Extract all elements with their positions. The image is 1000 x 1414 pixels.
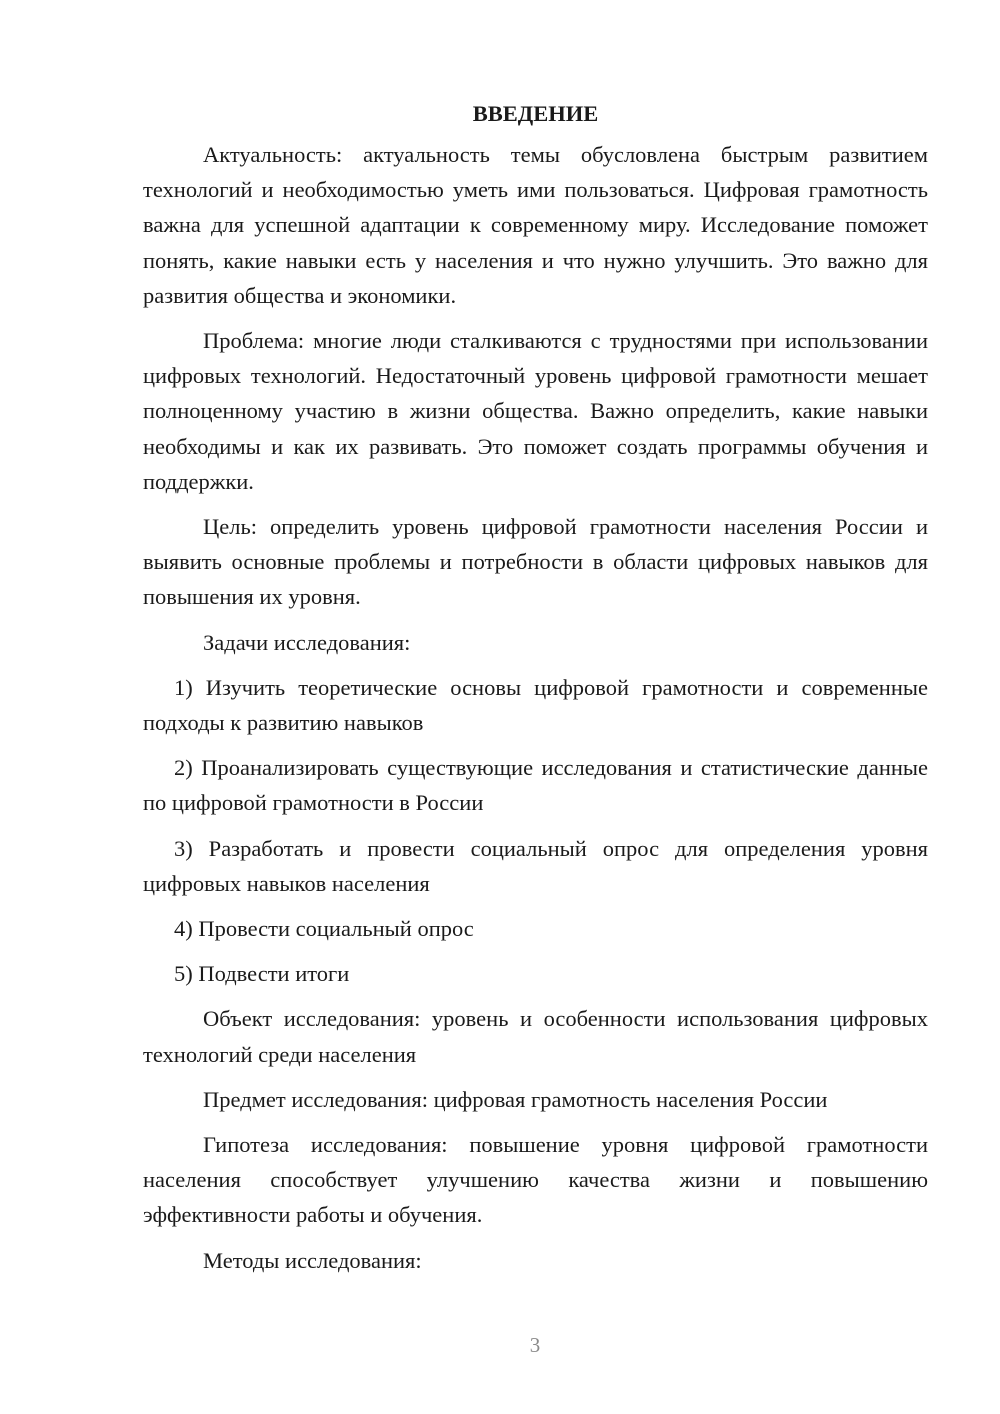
goal-paragraph: Цель: определить уровень цифровой грамотности населения России и выявить основные проблемы и потребности в области цифровых навыков для повышения их уровня. xyxy=(143,514,928,610)
relevance-paragraph: Актуальность: актуальность темы обусловлена быстрым развитием технологий и необходимостью уметь ими пользоваться. Цифровая грамотность важна для успешной адаптации к современному миру. Исследование поможет понять, какие навыки есть у населения и что нужно улучшить. Это важно для развития общества и экономики. xyxy=(143,142,928,308)
subject-paragraph: Предмет исследования: цифровая грамотность населения России xyxy=(203,1086,828,1112)
task-item-3: 3) Разработать и провести социальный опрос для определения уровня цифровых навыков населения xyxy=(143,835,928,896)
task-item-4: 4) Провести социальный опрос xyxy=(174,916,474,942)
task-item-5: 5) Подвести итоги xyxy=(174,961,350,987)
problem-paragraph: Проблема: многие люди сталкиваются с трудностями при использовании цифровых технологий. Недостаточный уровень цифровой грамотности мешает полноценному участию в жизни общества. Важно определить, какие навыки необходимы и как их развивать. Это поможет создать программы обучения и поддержки. xyxy=(143,328,928,494)
task-item-1: 1) Изучить теоретические основы цифровой грамотности и современные подходы к развитию навыков xyxy=(143,674,928,736)
object-paragraph: Объект исследования: уровень и особенности использования цифровых технологий среди населения xyxy=(143,1006,928,1067)
task-item-2: 2) Проанализировать существующие исследования и статистические данные по цифровой грамотности в России xyxy=(143,755,928,816)
page-title: ВВЕДЕНИЕ xyxy=(472,101,599,126)
methods-heading: Методы исследования: xyxy=(203,1247,422,1273)
document-body xyxy=(143,96,928,1288)
page-number: 3 xyxy=(529,1333,541,1357)
hypothesis-paragraph: Гипотеза исследования: повышение уровня цифровой грамотности населения способствует улучшению качества жизни и повышению эффективности работы и обучения. xyxy=(143,1132,928,1228)
tasks-heading: Задачи исследования: xyxy=(203,629,411,655)
